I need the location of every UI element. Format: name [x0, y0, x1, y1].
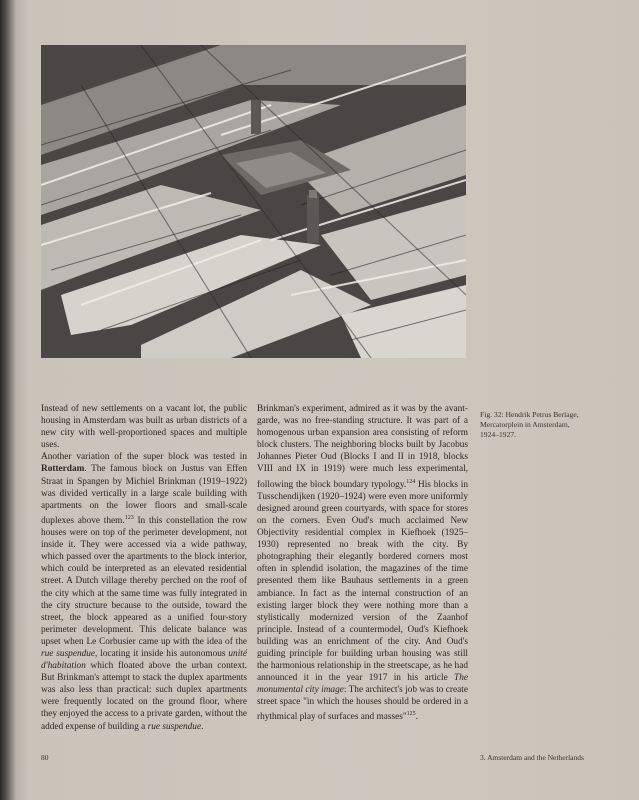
footnote-ref-123: 123 — [124, 514, 134, 521]
text-column-left — [41, 403, 247, 733]
text-column-right — [257, 403, 468, 724]
paragraph-3-text-b: His blocks in Tusschendijken (1920–1924) were even more uniformly designed around green courtyards, with space for stores on the corners. Even Oud's much acclaimed New Objectivity residential complex in Kiefhoek (1925–1930) represented no break with the city. By photographing their elegantly bordered corners most often in splendid isolation, the magazines of the time presented them like Bauhaus settlements in a green ambiance. In fact as the internal construction of an existing larger block they were nothing more than a stylistically modernized version of the Zaanhof principle. Instead of a countermodel, Oud's Kiefhoek building was an enrichment of the city. And Oud's guiding principle for building urban housing was still the harmonious relationship in the streetscape, as he had announced it in the year 1917 in his article — [257, 479, 468, 684]
paragraph-1 — [41, 403, 247, 451]
paragraph-2-text-c: In this constellation the row houses were on top of the perimeter development, not inside it. They were accessed via a wide pathway, which passed over the apartments to the block interior, which could be interpreted as an elevated residential street. A Dutch village thereby perched on the roof of the city which at the same time was fully integrated in the city structure because to the outside, toward the street, the block appeared as a unified four-story perimeter development. This delicate balance was upset when Le Corbusier came up with the idea of the — [41, 515, 247, 647]
page-number: 80 — [41, 753, 49, 762]
city-name-bold: Rotterdam — [41, 464, 85, 475]
term-unite-habitation: unité d'habitation — [41, 648, 247, 672]
paragraph-1-text: Instead of new settlements on a vacant lot, the public housing in Amsterdam was built as urban districts of a new city with well-proportioned spaces and multiple uses. — [41, 404, 247, 451]
article-title: The monumental city image — [257, 673, 468, 696]
paragraph-2-text-d: , locating it inside his autonomous — [95, 648, 229, 659]
term-rue-suspendue: rue suspendue — [41, 648, 96, 659]
paragraph-2-text-a: Another variation of the super block was tested in — [41, 452, 247, 463]
figure-caption: Fig. 32: Hendrik Petrus Berlage, Mercatorplein in Amsterdam, 1924–1927. — [480, 410, 579, 440]
running-footer: 3. Amsterdam and the Netherlands — [480, 753, 584, 762]
paragraph-2-text-b: . The famous block on Justus van Effen Straat in Spangen by Michiel Brinkman (1919–1922) was divided vertically in a large scale building with apartments on the lower floors and small-scale duplexes above them. — [41, 464, 247, 526]
paragraph-3-text-c: : The architect's job was to create street space "in which the houses should be ordered in a rhythmical play of surfaces and masses" — [257, 685, 468, 723]
paragraph-2 — [41, 451, 247, 732]
paragraph-3-text-a: Brinkman's experiment, admired as it was by the avant-garde, was no free-standing structure. It was part of a homogenous urban expansion area consisting of reform block clusters. The neighboring blocks built by Jacobus Johannes Pieter Oud (Blocks I and II in 1918, blocks VIII and IX in 1919) were much less experimental, following the block boundary typology. — [257, 404, 468, 490]
footnote-ref-124: 124 — [406, 478, 416, 485]
paragraph-3-text-d: . — [415, 712, 418, 723]
paragraph-2-text-e: which floated above the urban context. But Brinkman's attempt to stack the duplex apartments was also less than practical: such duplex apartments were frequently located on the ground floor, where they enjoyed the access to a private garden, without the added expense of building a — [41, 661, 248, 732]
paragraph-3 — [257, 403, 468, 724]
paragraph-2-text-f: . — [201, 721, 204, 732]
aerial-photograph — [41, 45, 466, 358]
term-rue-suspendue-2: rue suspendue — [147, 721, 202, 732]
footnote-ref-125: 125 — [406, 711, 416, 718]
aerial-photograph-drawing — [41, 45, 466, 358]
